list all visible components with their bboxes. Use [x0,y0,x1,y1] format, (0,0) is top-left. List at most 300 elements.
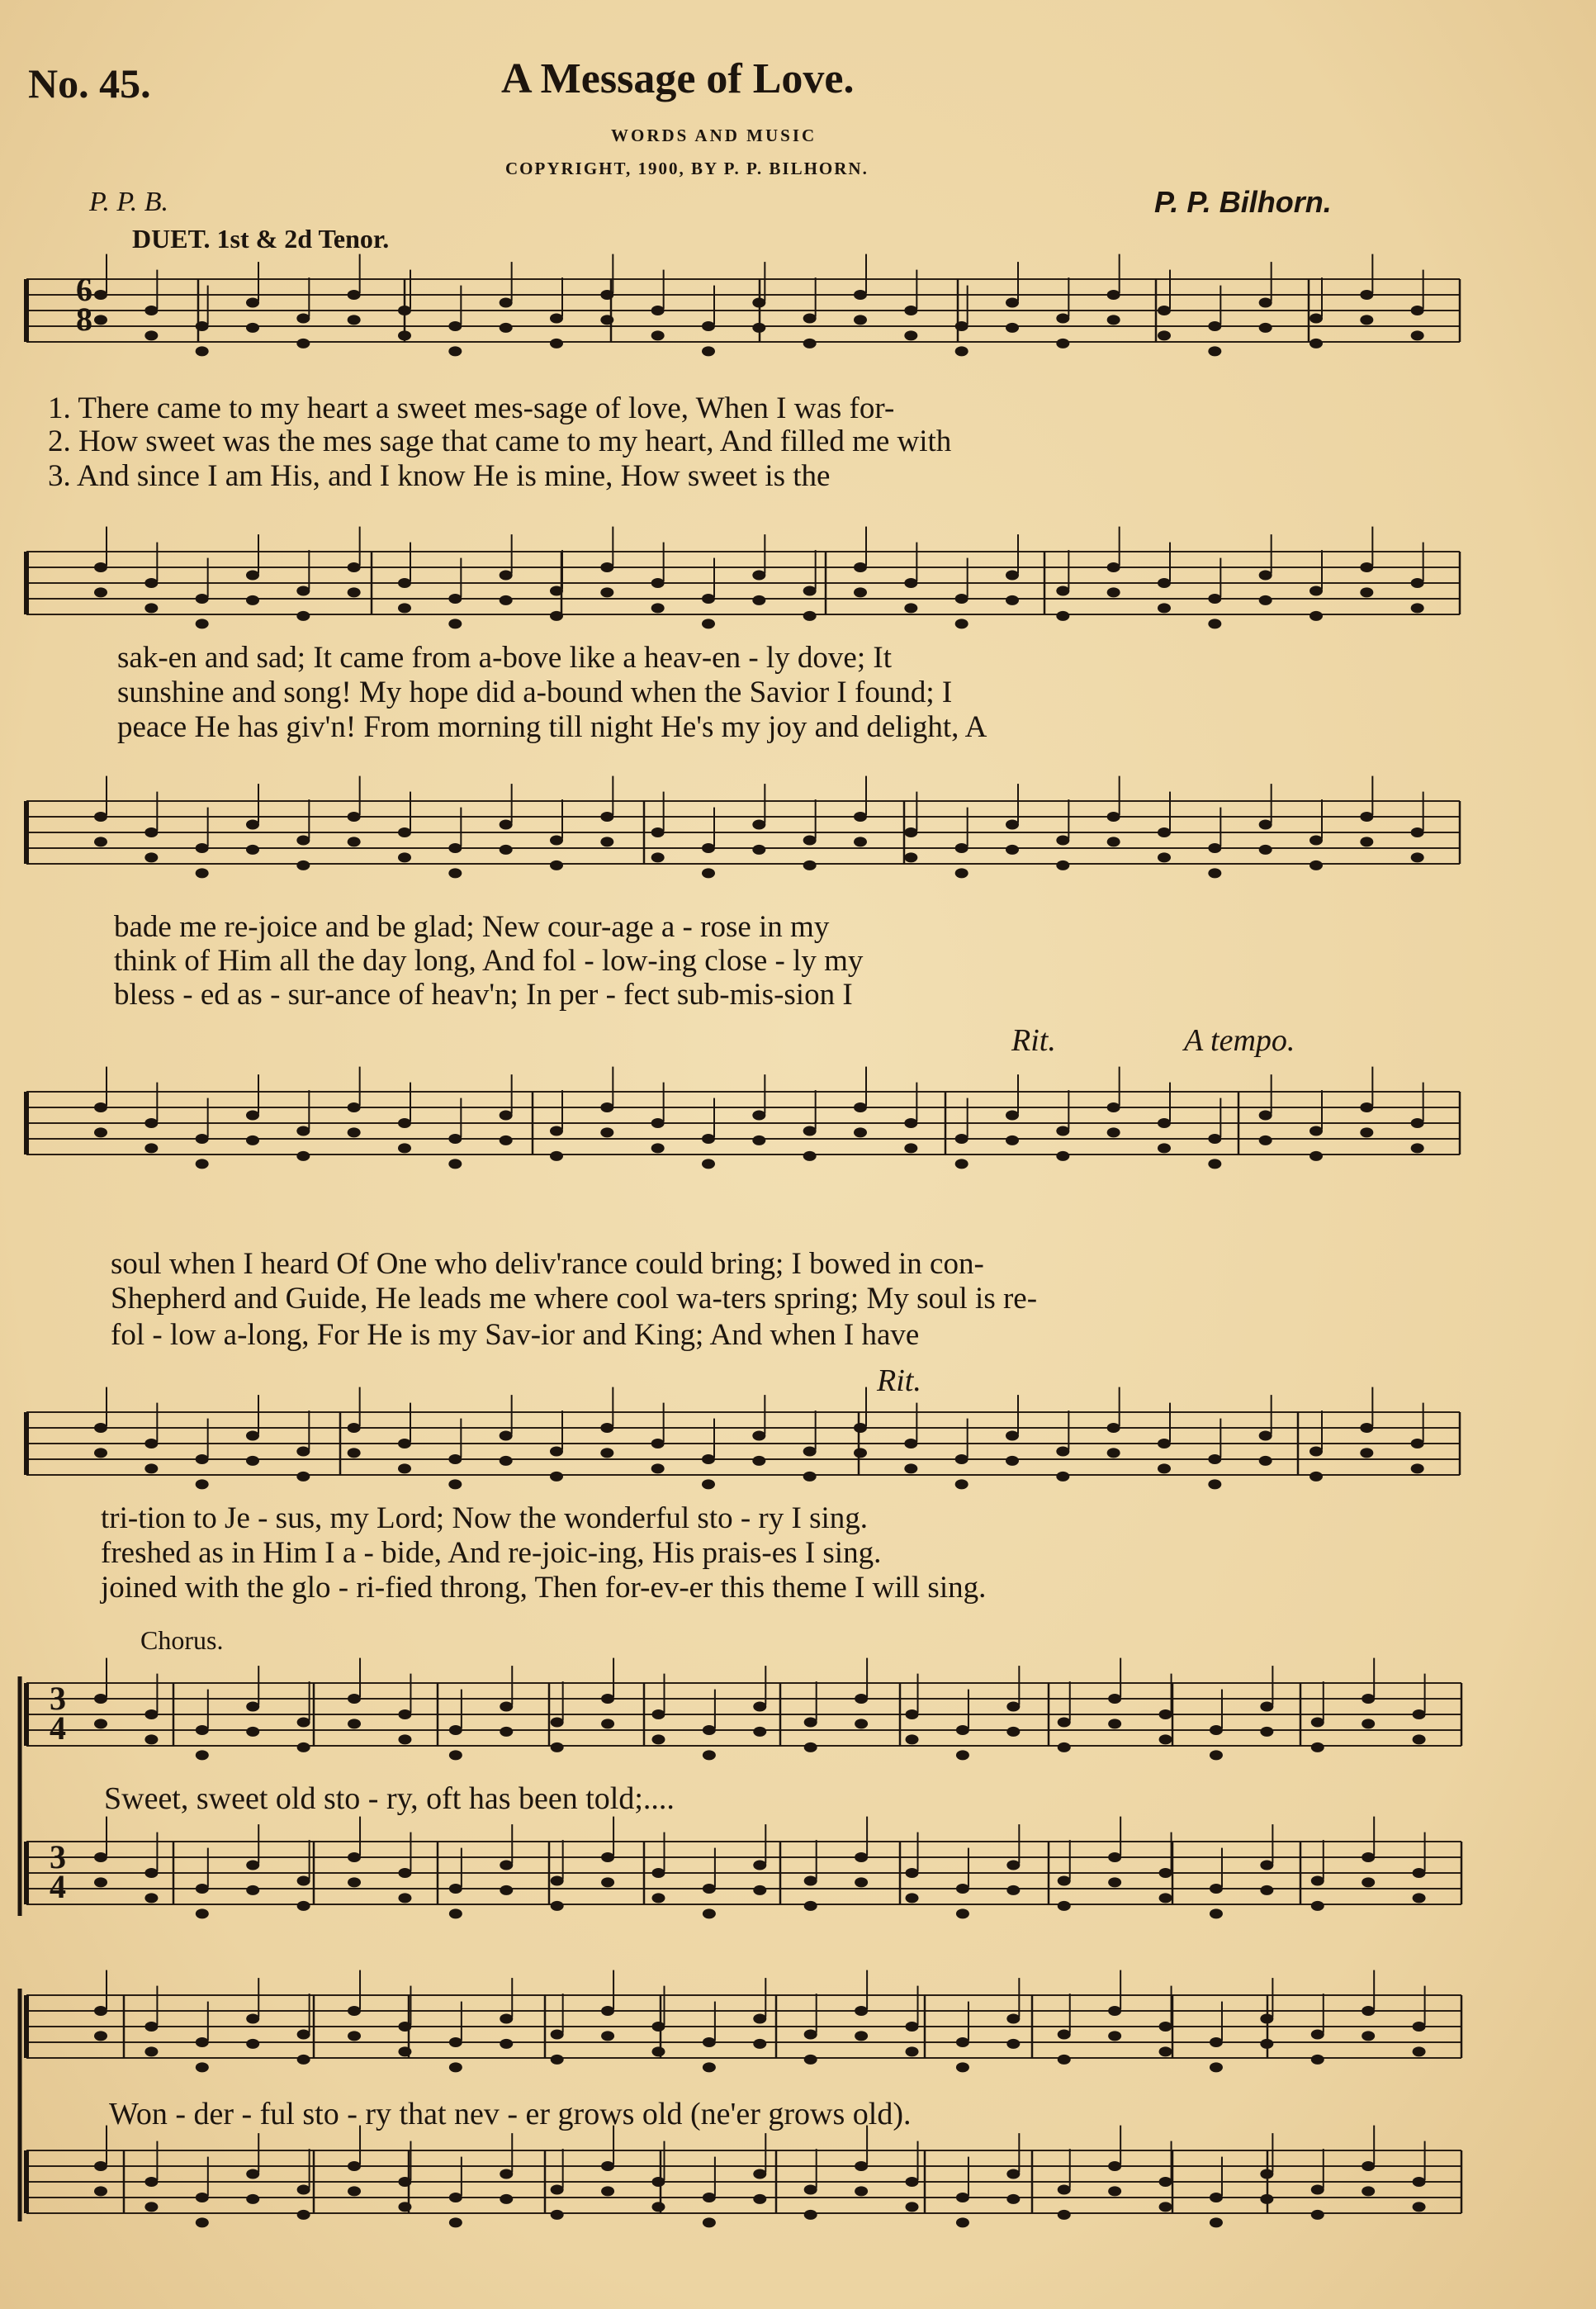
note-head [1208,1454,1221,1464]
note-head [348,1127,361,1137]
time-signature: 4 [50,1709,66,1747]
note-head [651,1709,665,1719]
note-head [296,1151,310,1161]
note-head [1360,812,1373,822]
note-head [398,2177,411,2187]
note-head [246,1111,259,1121]
note-head [803,1447,817,1457]
note-head [702,1479,715,1489]
note-head [449,1908,462,1918]
note-head [854,1448,867,1458]
note-head [651,578,665,588]
chorus-line-2: Won - der - ful sto - ry that nev - er grows old (ne'er grows old). [109,2097,912,2131]
note-head [296,586,310,596]
note-head [906,2046,919,2056]
note-head [1311,1876,1324,1886]
note-head [600,812,613,822]
note-head [144,306,158,315]
note-head [1158,330,1171,340]
note-head [1056,611,1069,621]
note-head [500,845,513,855]
note-head [753,2039,766,2049]
note-head [398,306,411,315]
note-head [1108,2031,1121,2041]
note-head [144,2046,158,2056]
note-head [1411,306,1424,315]
note-head [348,1877,361,1887]
note-head [1159,2177,1172,2187]
note-head [550,586,563,596]
time-signature: 3 [50,1680,66,1717]
note-head [348,837,361,846]
note-head [1006,1456,1019,1466]
note-head [1058,1718,1071,1728]
note-head [1208,346,1221,356]
note-head [904,1143,917,1153]
note-head [1107,1127,1120,1137]
note-head [854,1423,867,1433]
note-head [1411,603,1424,613]
note-head [1107,290,1120,300]
note-head [246,2169,259,2179]
note-head [601,2031,614,2041]
note-head [1056,1447,1069,1457]
note-head [196,594,209,604]
note-head [144,1868,158,1878]
note-head [1006,1136,1019,1145]
note-head [752,595,765,605]
note-head [601,1719,614,1728]
note-head [1309,1126,1323,1136]
note-head [1309,1151,1323,1161]
note-head [448,1134,462,1144]
note-head [803,339,817,348]
note-head [1413,2046,1426,2056]
note-head [1260,2039,1273,2049]
note-head [196,619,209,628]
note-head [500,298,513,308]
note-head [1006,2039,1020,2049]
note-head [804,2185,817,2195]
note-head [1158,603,1171,613]
note-head [348,1852,361,1862]
note-head [904,1463,917,1473]
note-head [449,1725,462,1735]
note-head [196,1159,209,1169]
note-head [448,321,462,331]
note-head [1210,1884,1223,1894]
verse-line-1-3: 3. And since I am His, and I know He is mine, How sweet is the [48,459,831,493]
note-head [448,843,462,853]
note-head [601,2006,614,2016]
note-head [651,1439,665,1448]
note-head [804,2030,817,2040]
note-head [804,1901,817,1911]
note-head [1208,843,1221,853]
note-head [1208,1159,1221,1169]
note-head [955,321,968,331]
note-head [196,1884,209,1894]
note-head [196,1479,209,1489]
note-head [1259,595,1272,605]
note-head [600,1127,613,1137]
note-head [1107,315,1120,325]
note-head [955,346,968,356]
note-head [246,1136,259,1145]
note-head [854,1127,867,1137]
note-head [196,2037,209,2047]
note-head [1159,2046,1172,2056]
note-head [1311,2185,1324,2195]
verse-line-4-2: Shepherd and Guide, He leads me where cool wa-ters spring; My soul is re- [111,1282,1038,1316]
note-head [651,1734,665,1744]
note-head [601,1694,614,1704]
note-head [449,2193,462,2202]
note-head [1411,578,1424,588]
note-head [448,868,462,878]
note-head [1260,2014,1273,2024]
note-head [600,290,613,300]
note-head [1006,1702,1020,1712]
note-head [904,306,917,315]
chorus-label: Chorus. [140,1625,224,1655]
note-head [246,1456,259,1466]
note-head [1210,1750,1223,1760]
note-head [752,820,765,830]
note-head [855,1719,868,1728]
note-head [904,1439,917,1448]
note-head [1158,1118,1171,1128]
note-head [348,2006,361,2016]
verse-line-5-3: joined with the glo - ri-fied throng, Then for-ev-er this theme I will sing. [101,1571,987,1605]
note-head [1413,1893,1426,1903]
note-head [1259,1111,1272,1121]
note-head [1058,1876,1071,1886]
note-head [500,1702,513,1712]
note-head [803,314,817,324]
note-head [1210,2037,1223,2047]
note-head [246,1885,259,1895]
note-head [1362,1719,1375,1728]
note-head [1259,323,1272,333]
note-head [956,2062,969,2072]
note-head [752,1431,765,1441]
note-head [651,2177,665,2187]
note-head [144,827,158,837]
note-head [601,1852,614,1862]
note-head [1159,2022,1172,2032]
note-head [1158,827,1171,837]
note-head [1056,1472,1069,1482]
note-head [348,2186,361,2196]
note-head [1260,1885,1273,1895]
note-head [803,586,817,596]
note-head [296,861,310,870]
note-head [1006,1861,1020,1870]
note-head [449,2217,462,2227]
note-head [651,1868,665,1878]
time-signature: 3 [50,1838,66,1875]
note-head [1159,1709,1172,1719]
note-head [1058,2210,1071,2220]
note-head [500,323,513,333]
note-head [449,1884,462,1894]
note-head [854,812,867,822]
note-head [855,2161,868,2171]
note-head [752,298,765,308]
note-head [804,1718,817,1728]
note-head [94,587,107,597]
note-head [600,562,613,572]
note-head [804,1742,817,1752]
note-head [398,2046,411,2056]
note-head [803,611,817,621]
note-head [196,1908,209,1918]
note-head [955,1159,968,1169]
note-head [1260,1702,1273,1712]
note-head [296,836,310,846]
note-head [1058,1742,1071,1752]
note-head [348,1694,361,1704]
note-head [600,587,613,597]
note-head [94,837,107,846]
note-head [855,2031,868,2041]
time-signature: 8 [76,301,92,338]
note-head [1411,1143,1424,1153]
note-head [551,1742,564,1752]
note-head [1360,1127,1373,1137]
note-head [906,2022,919,2032]
note-head [855,2006,868,2016]
note-head [703,1725,716,1735]
note-head [297,1742,310,1752]
note-head [702,594,715,604]
note-head [1210,1725,1223,1735]
note-head [1259,298,1272,308]
note-head [1159,1868,1172,1878]
note-head [956,1750,969,1760]
note-head [550,1472,563,1482]
note-head [348,1719,361,1728]
note-head [144,603,158,613]
note-head [1208,1134,1221,1144]
note-head [550,314,563,324]
note-head [702,1454,715,1464]
note-head [94,2186,107,2196]
note-head [448,619,462,628]
note-head [348,1448,361,1458]
note-head [246,2039,259,2049]
note-head [500,1456,513,1466]
note-head [651,306,665,315]
note-head [651,827,665,837]
note-head [955,843,968,853]
note-head [296,1472,310,1482]
note-head [1259,845,1272,855]
note-head [1158,578,1171,588]
note-head [500,1431,513,1441]
note-head [1309,586,1323,596]
note-head [1413,1734,1426,1744]
note-head [1056,1126,1069,1136]
note-head [348,1423,361,1433]
note-head [753,2169,766,2179]
note-head [1411,330,1424,340]
note-head [1362,2031,1375,2041]
note-head [500,1885,513,1895]
note-head [1208,1479,1221,1489]
note-head [296,611,310,621]
note-head [500,595,513,605]
note-head [551,1718,564,1728]
note-head [904,852,917,862]
note-head [1360,587,1373,597]
note-head [296,1447,310,1457]
note-head [448,594,462,604]
note-head [1311,1742,1324,1752]
note-head [1413,1868,1426,1878]
note-head [246,1861,259,1870]
note-head [1259,571,1272,581]
note-head [906,2177,919,2187]
a-tempo-marking: A tempo. [1184,1023,1295,1058]
note-head [1311,2210,1324,2220]
note-head [1108,2186,1121,2196]
note-head [1360,562,1373,572]
note-head [1006,1431,1019,1441]
note-head [1108,2006,1121,2016]
rit-marking-1: Rit. [1011,1023,1056,1058]
note-head [1108,2161,1121,2171]
note-head [94,2006,107,2016]
note-head [1259,1431,1272,1441]
note-head [1006,2014,1020,2024]
note-head [1107,837,1120,846]
note-head [246,298,259,308]
note-head [196,868,209,878]
note-head [1208,594,1221,604]
note-head [955,1134,968,1144]
note-head [550,1151,563,1161]
note-head [1108,1852,1121,1862]
note-head [600,1423,613,1433]
note-head [144,1893,158,1903]
note-head [956,2217,969,2227]
note-head [398,1868,411,1878]
note-head [703,1750,716,1760]
note-head [1208,619,1221,628]
note-head [804,2210,817,2220]
note-head [702,843,715,853]
note-head [1362,1694,1375,1704]
note-head [1411,1439,1424,1448]
note-head [1107,1448,1120,1458]
note-head [500,1727,513,1737]
note-head [1309,339,1323,348]
note-head [196,1454,209,1464]
note-head [904,330,917,340]
note-head [601,1877,614,1887]
note-head [854,290,867,300]
note-head [500,1861,513,1870]
note-head [600,1102,613,1112]
note-head [398,578,411,588]
note-head [1413,2177,1426,2187]
verse-line-3-2: think of Him all the day long, And fol - low-ing close - ly my [114,944,864,978]
note-head [144,1143,158,1153]
note-head [1058,2030,1071,2040]
note-head [855,1877,868,1887]
note-head [906,1709,919,1719]
note-head [94,1102,107,1112]
note-head [551,1901,564,1911]
note-head [296,1126,310,1136]
note-head [702,346,715,356]
note-head [1260,2169,1273,2179]
hymn-number: No. 45. [28,60,151,107]
verse-line-2-3: peace He has giv'n! From morning till night He's my joy and delight, A [117,710,987,744]
note-head [94,1423,107,1433]
note-head [906,1893,919,1903]
note-head [1058,1901,1071,1911]
note-head [1108,1719,1121,1728]
note-head [500,2014,513,2024]
note-head [500,571,513,581]
note-head [246,1431,259,1441]
note-head [702,868,715,878]
note-head [703,1908,716,1918]
note-head [196,843,209,853]
note-head [1362,1852,1375,1862]
note-head [1107,562,1120,572]
note-head [144,1734,158,1744]
note-head [855,2186,868,2196]
note-head [752,1111,765,1121]
note-head [1006,1111,1019,1121]
note-head [1309,314,1323,324]
note-head [753,1861,766,1870]
note-head [348,2161,361,2171]
note-head [1006,820,1019,830]
note-head [651,1143,665,1153]
verse-line-2-2: sunshine and song! My hope did a-bound when the Savior I found; I [117,676,953,709]
note-head [94,1127,107,1137]
note-head [449,2062,462,2072]
note-head [956,1884,969,1894]
note-head [1006,2169,1020,2179]
note-head [1006,323,1019,333]
verse-line-5-1: tri-tion to Je - sus, my Lord; Now the wonderful sto - ry I sing. [101,1501,868,1535]
note-head [752,1136,765,1145]
note-head [1309,611,1323,621]
note-head [1362,2006,1375,2016]
note-head [94,1694,107,1704]
note-head [1360,1448,1373,1458]
note-head [803,1151,817,1161]
author-initials: P. P. B. [89,187,169,217]
note-head [398,1709,411,1719]
note-head [297,2055,310,2065]
note-head [448,1479,462,1489]
note-head [703,2217,716,2227]
note-head [398,827,411,837]
note-head [1158,306,1171,315]
note-head [1413,2202,1426,2212]
chorus-line-1: Sweet, sweet old sto - ry, oft has been told;.... [104,1781,675,1816]
note-head [449,1750,462,1760]
note-head [702,1134,715,1144]
verse-line-1-2: 2. How sweet was the mes sage that came to my heart, And filled me with [48,424,952,458]
